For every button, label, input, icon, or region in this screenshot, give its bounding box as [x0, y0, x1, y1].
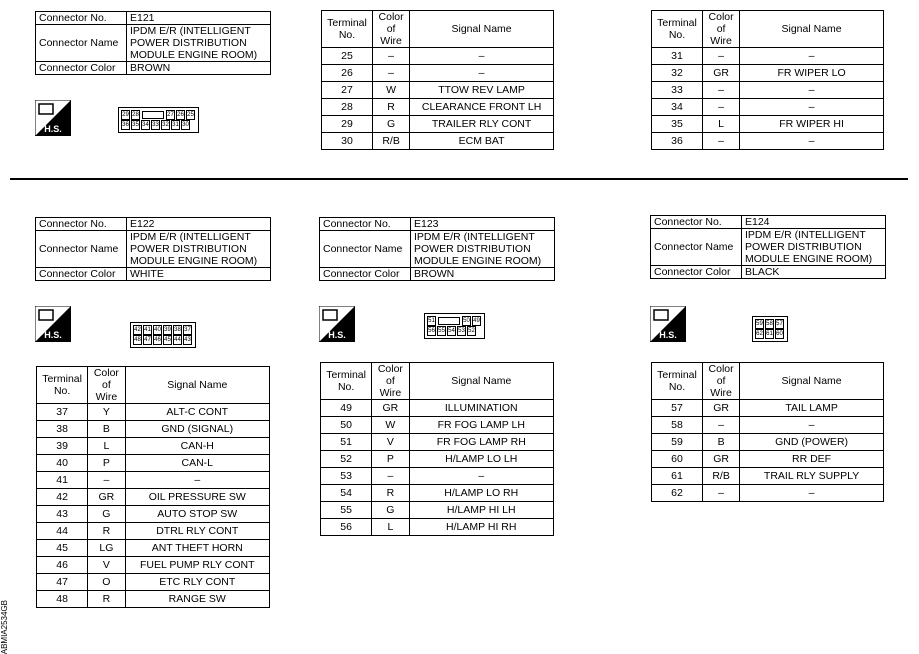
table-row [321, 434, 554, 451]
connector-pin: 51 [428, 318, 435, 324]
connector-info-label: Connector Color [36, 268, 127, 281]
connector-info-row [36, 231, 271, 268]
table-row [37, 421, 270, 438]
wire-color-cell: P [88, 455, 125, 472]
hs-label: H.S. [328, 330, 346, 340]
connector-pin: 57 [776, 321, 783, 327]
terminal-cell: 59 [652, 434, 703, 451]
connector-pin: 32 [162, 122, 169, 128]
wire-color-cell: V [88, 557, 125, 574]
connector-info-e121 [35, 11, 271, 75]
terminal-cell: 30 [322, 133, 373, 150]
signal-name-cell: TRAILER RLY CONT [410, 116, 554, 133]
harness-side-icon [35, 306, 71, 342]
wire-color-cell: R/B [703, 468, 740, 485]
connector-info-label: Connector Color [320, 268, 411, 281]
terminal-cell: 34 [652, 99, 703, 116]
terminal-cell: 39 [37, 438, 88, 455]
terminal-cell: 32 [652, 65, 703, 82]
table-row [322, 82, 554, 99]
wire-color-cell: W [372, 417, 409, 434]
table-row [652, 434, 884, 451]
signal-name-cell: H/LAMP LO RH [409, 485, 553, 502]
terminal-cell: 55 [321, 502, 372, 519]
signal-name-cell: TAIL LAMP [740, 400, 884, 417]
wire-color-cell: GR [372, 400, 409, 417]
connector-pin: 27 [167, 112, 174, 118]
table-row [321, 417, 554, 434]
terminal-cell: 27 [322, 82, 373, 99]
wire-color-cell: GR [703, 65, 740, 82]
hs-label: H.S. [44, 330, 62, 340]
connector-info-row [36, 268, 271, 281]
section-divider [10, 178, 908, 180]
connector-info-label: Connector Color [36, 62, 127, 75]
wire-color-cell: B [88, 421, 125, 438]
table-row [652, 99, 884, 116]
table-row [652, 400, 884, 417]
wire-color-cell: R/B [373, 133, 410, 150]
column-header: Color of Wire [703, 11, 740, 48]
connector-pin: 38 [174, 327, 181, 333]
table-row [37, 591, 270, 608]
connector-pin-row [121, 120, 196, 130]
connector-diagram-e122 [130, 322, 196, 348]
connector-info-value: E123 [411, 218, 555, 231]
connector-info-e122 [35, 217, 271, 281]
signal-name-cell: ILLUMINATION [409, 400, 553, 417]
connector-key-slot [142, 111, 164, 119]
signal-name-cell: GND (SIGNAL) [125, 421, 269, 438]
connector-info-value: E122 [127, 218, 271, 231]
table-row [322, 133, 554, 150]
connector-info-row [651, 266, 886, 279]
column-header: Color of Wire [373, 11, 410, 48]
terminal-table-49-56 [320, 362, 554, 536]
connector-pin: 52 [468, 328, 475, 334]
table-row [37, 557, 270, 574]
table-row [321, 502, 554, 519]
terminal-cell: 31 [652, 48, 703, 65]
signal-name-cell: GND (POWER) [740, 434, 884, 451]
terminal-cell: 53 [321, 468, 372, 485]
terminal-cell: 38 [37, 421, 88, 438]
signal-name-cell: – [740, 48, 884, 65]
signal-name-cell: ECM BAT [410, 133, 554, 150]
connector-pin-row [755, 319, 785, 329]
wire-color-cell: R [373, 99, 410, 116]
signal-name-cell: ANT THEFT HORN [125, 540, 269, 557]
terminal-cell: 42 [37, 489, 88, 506]
connector-key-slot [438, 317, 460, 325]
table-header-row [652, 11, 884, 48]
figure-code: ABMIA2534GB [0, 600, 9, 654]
connector-pin: 42 [134, 327, 141, 333]
terminal-cell: 51 [321, 434, 372, 451]
connector-pin: 46 [154, 337, 161, 343]
table-row [321, 400, 554, 417]
wire-color-cell: V [372, 434, 409, 451]
connector-info-label: Connector Name [36, 231, 127, 268]
connector-info-row [320, 218, 555, 231]
column-header: Terminal No. [322, 11, 373, 48]
connector-info-row [36, 62, 271, 75]
signal-name-cell: CLEARANCE FRONT LH [410, 99, 554, 116]
connector-pin: 29 [122, 112, 129, 118]
terminal-cell: 33 [652, 82, 703, 99]
connector-info-value: BROWN [127, 62, 271, 75]
connector-info-label: Connector No. [651, 216, 742, 229]
terminal-cell: 58 [652, 417, 703, 434]
table-row [322, 99, 554, 116]
column-header: Terminal No. [37, 367, 88, 404]
connector-pin: 33 [152, 122, 159, 128]
connector-pin-row [427, 326, 482, 336]
wire-color-cell: R [372, 485, 409, 502]
connector-info-e123 [319, 217, 555, 281]
table-row [37, 540, 270, 557]
table-row [652, 417, 884, 434]
column-header: Signal Name [409, 363, 553, 400]
table-row [37, 489, 270, 506]
table-row [652, 468, 884, 485]
connector-info-label: Connector No. [36, 218, 127, 231]
connector-info-value: BLACK [742, 266, 886, 279]
connector-pin: 61 [766, 331, 773, 337]
table-row [37, 472, 270, 489]
signal-name-cell: – [410, 65, 554, 82]
column-header: Color of Wire [372, 363, 409, 400]
connector-info-value: IPDM E/R (INTELLIGENT POWER DISTRIBUTION MODULE ENGINE ROOM) [742, 229, 886, 266]
table-row [652, 48, 884, 65]
signal-name-cell: FR FOG LAMP RH [409, 434, 553, 451]
wire-color-cell: – [703, 48, 740, 65]
signal-name-cell: – [740, 82, 884, 99]
table-header-row [321, 363, 554, 400]
table-row [37, 455, 270, 472]
harness-side-icon [650, 306, 686, 342]
table-row [37, 506, 270, 523]
connector-pin: 37 [184, 327, 191, 333]
signal-name-cell: TTOW REV LAMP [410, 82, 554, 99]
signal-name-cell: ETC RLY CONT [125, 574, 269, 591]
signal-name-cell: FR WIPER HI [740, 116, 884, 133]
table-row [652, 133, 884, 150]
terminal-cell: 43 [37, 506, 88, 523]
connector-info-label: Connector Color [651, 266, 742, 279]
wire-color-cell: – [703, 133, 740, 150]
wire-color-cell: GR [703, 400, 740, 417]
signal-name-cell: H/LAMP LO LH [409, 451, 553, 468]
wire-color-cell: G [373, 116, 410, 133]
connector-pin-row [133, 335, 193, 345]
connector-pin: 53 [458, 328, 465, 334]
column-header: Terminal No. [652, 11, 703, 48]
connector-diagram-e124 [752, 316, 788, 342]
connector-pin: 28 [132, 112, 139, 118]
wire-color-cell: GR [88, 489, 125, 506]
table-row [652, 65, 884, 82]
table-row [37, 404, 270, 421]
terminal-cell: 25 [322, 48, 373, 65]
table-header-row [322, 11, 554, 48]
table-row [37, 574, 270, 591]
terminal-cell: 45 [37, 540, 88, 557]
column-header: Signal Name [740, 363, 884, 400]
connector-pin: 30 [182, 122, 189, 128]
column-header: Terminal No. [652, 363, 703, 400]
terminal-cell: 50 [321, 417, 372, 434]
connector-info-value: IPDM E/R (INTELLIGENT POWER DISTRIBUTION MODULE ENGINE ROOM) [411, 231, 555, 268]
wire-color-cell: L [88, 438, 125, 455]
harness-side-icon [319, 306, 355, 342]
connector-info-row [320, 231, 555, 268]
wire-color-cell: – [703, 82, 740, 99]
terminal-table-57-62 [651, 362, 884, 502]
connector-info-row [320, 268, 555, 281]
terminal-table-25-30 [321, 10, 554, 150]
connector-info-label: Connector Name [651, 229, 742, 266]
table-row [322, 116, 554, 133]
connector-pin: 58 [766, 321, 773, 327]
wire-color-cell: W [373, 82, 410, 99]
connector-pin: 60 [776, 331, 783, 337]
connector-info-row [651, 229, 886, 266]
column-header: Signal Name [740, 11, 884, 48]
connector-pin: 39 [164, 327, 171, 333]
signal-name-cell: ALT-C CONT [125, 404, 269, 421]
signal-name-cell: RANGE SW [125, 591, 269, 608]
wire-color-cell: – [373, 65, 410, 82]
connector-pin-row [121, 110, 196, 120]
wire-color-cell: R [88, 523, 125, 540]
terminal-cell: 26 [322, 65, 373, 82]
wire-color-cell: – [88, 472, 125, 489]
signal-name-cell: CAN-H [125, 438, 269, 455]
table-header-row [652, 363, 884, 400]
connector-pin: 31 [172, 122, 179, 128]
wire-color-cell: – [703, 485, 740, 502]
hs-label: H.S. [659, 330, 677, 340]
hs-label: H.S. [44, 124, 62, 134]
table-row [322, 48, 554, 65]
table-row [321, 451, 554, 468]
signal-name-cell: FR FOG LAMP LH [409, 417, 553, 434]
signal-name-cell: CAN-L [125, 455, 269, 472]
connector-diagram-e121 [118, 107, 199, 133]
signal-name-cell: – [740, 99, 884, 116]
wire-color-cell: R [88, 591, 125, 608]
wire-color-cell: GR [703, 451, 740, 468]
wire-color-cell: Y [88, 404, 125, 421]
connector-pin: 25 [187, 112, 194, 118]
table-header-row [37, 367, 270, 404]
connector-pin: 44 [174, 337, 181, 343]
terminal-cell: 36 [652, 133, 703, 150]
terminal-cell: 47 [37, 574, 88, 591]
connector-pin: 40 [154, 327, 161, 333]
terminal-cell: 46 [37, 557, 88, 574]
signal-name-cell: DTRL RLY CONT [125, 523, 269, 540]
connector-info-value: IPDM E/R (INTELLIGENT POWER DISTRIBUTION MODULE ENGINE ROOM) [127, 231, 271, 268]
signal-name-cell: RR DEF [740, 451, 884, 468]
terminal-cell: 35 [652, 116, 703, 133]
wire-color-cell: G [372, 502, 409, 519]
terminal-cell: 62 [652, 485, 703, 502]
connector-info-value: E121 [127, 12, 271, 25]
connector-pin: 48 [134, 337, 141, 343]
terminal-table-31-36 [651, 10, 884, 150]
connector-pin-row [755, 329, 785, 339]
connector-pin: 41 [144, 327, 151, 333]
table-row [321, 468, 554, 485]
wire-color-cell: G [88, 506, 125, 523]
terminal-cell: 37 [37, 404, 88, 421]
connector-pin: 54 [448, 328, 455, 334]
terminal-cell: 44 [37, 523, 88, 540]
terminal-cell: 54 [321, 485, 372, 502]
terminal-cell: 57 [652, 400, 703, 417]
terminal-cell: 41 [37, 472, 88, 489]
table-row [652, 82, 884, 99]
terminal-cell: 40 [37, 455, 88, 472]
wire-color-cell: O [88, 574, 125, 591]
column-header: Terminal No. [321, 363, 372, 400]
column-header: Color of Wire [703, 363, 740, 400]
table-row [321, 485, 554, 502]
wire-color-cell: – [703, 417, 740, 434]
terminal-table-37-48 [36, 366, 270, 608]
table-row [321, 519, 554, 536]
terminal-cell: 49 [321, 400, 372, 417]
signal-name-cell: OIL PRESSURE SW [125, 489, 269, 506]
signal-name-cell: FUEL PUMP RLY CONT [125, 557, 269, 574]
signal-name-cell: – [125, 472, 269, 489]
signal-name-cell: FR WIPER LO [740, 65, 884, 82]
connector-pin: 43 [184, 337, 191, 343]
connector-pin: 47 [144, 337, 151, 343]
signal-name-cell: H/LAMP HI LH [409, 502, 553, 519]
connector-info-label: Connector No. [36, 12, 127, 25]
signal-name-cell: – [740, 417, 884, 434]
terminal-cell: 28 [322, 99, 373, 116]
wire-color-cell: P [372, 451, 409, 468]
terminal-cell: 52 [321, 451, 372, 468]
harness-side-icon [35, 100, 71, 136]
connector-info-value: WHITE [127, 268, 271, 281]
connector-pin: 49 [473, 318, 480, 324]
connector-info-e124 [650, 215, 886, 279]
connector-info-row [36, 12, 271, 25]
connector-pin: 34 [142, 122, 149, 128]
connector-pin: 36 [122, 122, 129, 128]
connector-info-row [651, 216, 886, 229]
connector-pin-row [133, 325, 193, 335]
signal-name-cell: – [409, 468, 553, 485]
connector-pin: 56 [428, 328, 435, 334]
connector-info-value: E124 [742, 216, 886, 229]
terminal-cell: 60 [652, 451, 703, 468]
connector-info-row [36, 218, 271, 231]
connector-info-label: Connector No. [320, 218, 411, 231]
wire-color-cell: B [703, 434, 740, 451]
signal-name-cell: – [410, 48, 554, 65]
column-header: Signal Name [410, 11, 554, 48]
connector-pin: 62 [756, 331, 763, 337]
wire-color-cell: L [372, 519, 409, 536]
connector-pin: 26 [177, 112, 184, 118]
table-row [37, 438, 270, 455]
connector-pin: 55 [438, 328, 445, 334]
signal-name-cell: TRAIL RLY SUPPLY [740, 468, 884, 485]
wire-color-cell: L [703, 116, 740, 133]
table-row [652, 116, 884, 133]
table-row [322, 65, 554, 82]
wire-color-cell: LG [88, 540, 125, 557]
connector-pin-row [427, 316, 482, 326]
wire-color-cell: – [372, 468, 409, 485]
terminal-cell: 56 [321, 519, 372, 536]
connector-info-label: Connector Name [36, 25, 127, 62]
signal-name-cell: – [740, 133, 884, 150]
wire-color-cell: – [373, 48, 410, 65]
signal-name-cell: AUTO STOP SW [125, 506, 269, 523]
table-row [652, 485, 884, 502]
connector-info-row [36, 25, 271, 62]
signal-name-cell: – [740, 485, 884, 502]
signal-name-cell: H/LAMP HI RH [409, 519, 553, 536]
connector-pin: 59 [756, 321, 763, 327]
table-row [37, 523, 270, 540]
connector-info-label: Connector Name [320, 231, 411, 268]
terminal-cell: 29 [322, 116, 373, 133]
terminal-cell: 61 [652, 468, 703, 485]
terminal-cell: 48 [37, 591, 88, 608]
connector-pin: 45 [164, 337, 171, 343]
wire-color-cell: – [703, 99, 740, 116]
column-header: Signal Name [125, 367, 269, 404]
column-header: Color of Wire [88, 367, 125, 404]
connector-diagram-e123 [424, 313, 485, 339]
connector-pin: 35 [132, 122, 139, 128]
table-row [652, 451, 884, 468]
connector-pin: 50 [463, 318, 470, 324]
connector-info-value: IPDM E/R (INTELLIGENT POWER DISTRIBUTION MODULE ENGINE ROOM) [127, 25, 271, 62]
connector-info-value: BROWN [411, 268, 555, 281]
